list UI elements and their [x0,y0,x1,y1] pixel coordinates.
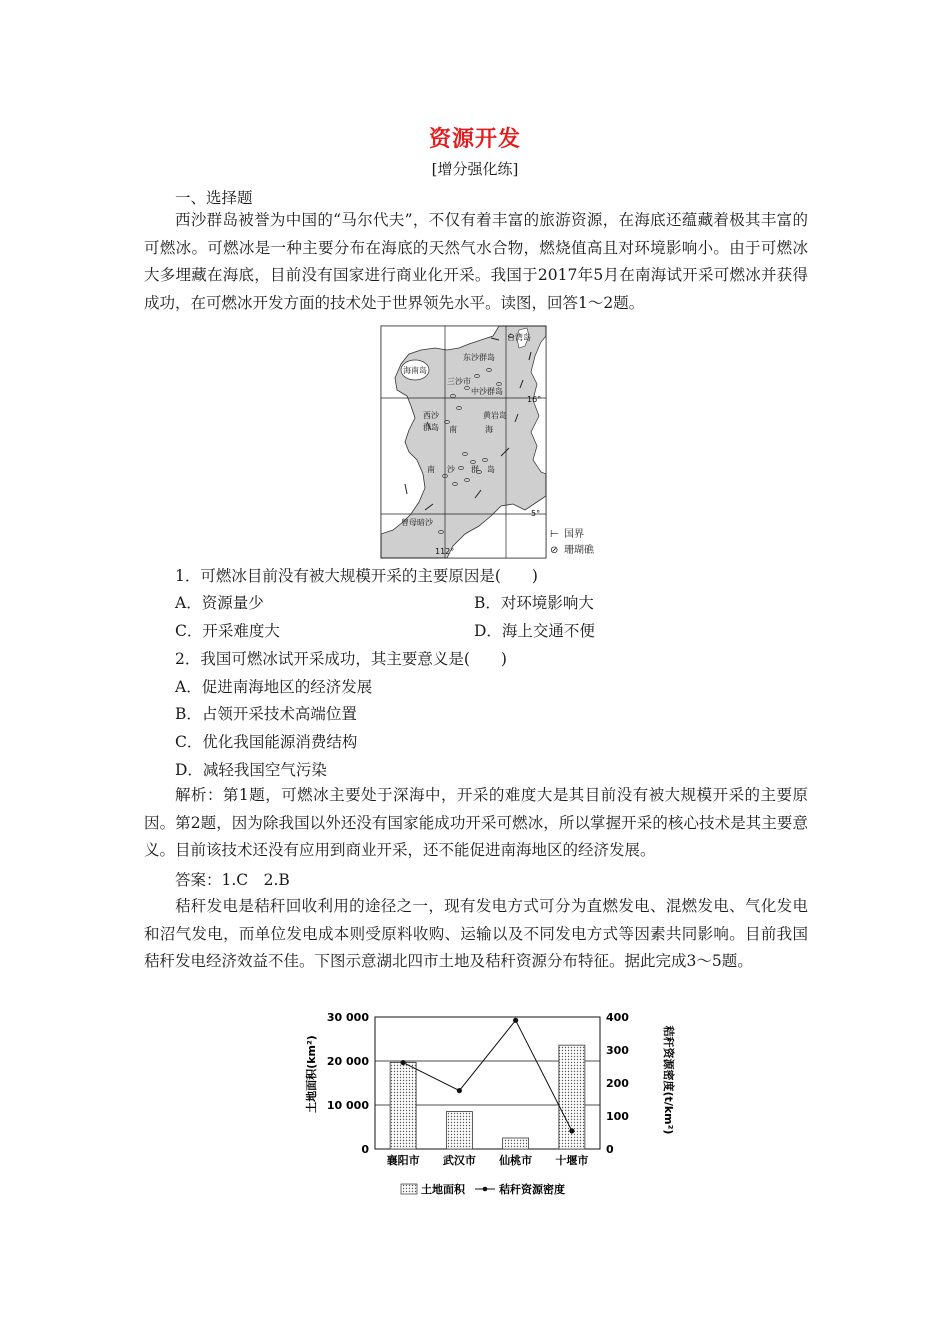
y2-tick-label: 300 [606,1044,629,1057]
line-point-2 [457,1088,462,1093]
map-label-zhongsha: 中沙群岛 [471,387,503,396]
y-axis-label: 土地面积(km²) [305,1035,318,1113]
x-tick-label: 襄阳市 [386,1154,420,1167]
legend-bar-swatch [401,1184,417,1194]
section-heading: 一、选择题 [175,189,253,207]
reef-legend-icon: ⊘ [550,545,559,556]
map-label-lat16: 16° [527,395,542,404]
page-title: 资源开发 [428,127,521,152]
y-tick-label: 20 000 [326,1055,369,1068]
map-label-dao: 岛 [487,465,495,474]
x-tick-label: 武汉市 [442,1154,476,1167]
bar-2 [446,1112,472,1149]
map-label-taiwan: 台湾岛 [507,333,531,342]
map-label-sha: 沙 [447,465,455,474]
y-tick-label: 10 000 [326,1099,369,1112]
legend-border-label: 国界 [564,529,584,540]
bar-3 [503,1138,529,1149]
line-point-1 [401,1060,406,1065]
legend-bar-label: 土地面积 [421,1183,465,1196]
map-label-hainan: 海南岛 [403,366,427,375]
map-label-xisha-2: 群岛 [423,423,439,432]
question-2-option-d: D．减轻我国空气污染 [175,761,327,779]
border-legend-icon: ⊢ [550,529,559,540]
map-label-nan-1: 南 [449,425,457,434]
question-1-option-c: C．开采难度大 [175,622,280,640]
bar-1 [390,1062,416,1149]
legend-line-label: 秸秆资源密度 [499,1183,565,1196]
map-label-qun: 群 [471,465,479,474]
question-1-option-d: D．海上交通不便 [474,622,595,640]
question-1: 1．可燃冰目前没有被大规模开采的主要原因是( ) [175,567,538,585]
map-label-lon112: 112° [435,547,455,556]
question-2-option-c: C．优化我国能源消费结构 [175,733,358,751]
legend-reef-label: 珊瑚礁 [564,545,594,556]
map-label-dongsha: 东沙群岛 [463,353,495,362]
y2-axis-label: 秸秆资源密度(t/km²) [662,1025,675,1135]
y2-tick-label: 200 [606,1077,629,1090]
y2-tick-label: 400 [606,1011,629,1024]
intro-paragraph-2: 秸秆发电是秸秆回收利用的途径之一，现有发电方式可分为直燃发电、混燃发电、气化发电和沼气发电，而单位发电成本则受原料收购、运输以及不同发电方式等因素共同影响。目前我国秸秆发电经济效益不佳。下图示意湖北四市土地及秸秆资源分布特征。据此完成3～5题。 [144,897,808,971]
map-svg [381,326,546,558]
page-subtitle: [增分强化练] [431,160,519,178]
y-tick-label: 30 000 [326,1011,369,1024]
intro-paragraph-1: 西沙群岛被誉为中国的“马尔代夫”，不仅有着丰富的旅游资源，在海底还蕴藏着极其丰富的可燃冰。可燃冰是一种主要分布在海底的天然气水合物，燃烧值高且对环境影响小。由于可燃冰大多埋藏在海底，目前没有国家进行商业化开采。我国于2017年5月在南海试开采可燃冰并获得成功，在可燃冰开发方面的技术处于世界领先水平。读图，回答1～2题。 [144,211,808,312]
legend-line-marker [483,1187,488,1192]
map-legend [550,525,594,557]
map-label-zengmu: 曾母暗沙 [401,518,433,527]
straw-density-line [403,1020,572,1131]
question-2-option-a: A．促进南海地区的经济发展 [175,678,373,696]
question-2: 2．我国可燃冰试开采成功，其主要意义是( ) [175,650,507,668]
map-label-lat5: 5° [531,509,541,518]
chart-legend [401,1182,565,1196]
y2-tick-label: 100 [606,1110,629,1123]
question-2-option-b: B．占领开采技术高端位置 [175,705,357,723]
map-label-nan-2: 南 [427,465,435,474]
analysis-paragraph: 解析：第1题，可燃冰主要处于深海中，开采的难度大是其目前没有被大规模开采的主要原因。第2题，因为除我国以外还没有国家能成功开采可燃冰，所以掌握开采的核心技术是其主要意义。目前该技术还没有应用到商业开采，还不能促进南海地区的经济发展。 [144,786,808,860]
chart-svg [303,1010,673,1205]
south-china-sea-map [381,326,546,558]
y-tick-label: 0 [361,1143,369,1156]
map-label-huangyan: 黄岩岛 [483,411,507,420]
land-straw-chart [303,1010,673,1205]
map-label-hai: 海 [485,425,493,434]
line-point-3 [513,1018,518,1023]
y2-tick-label: 0 [606,1143,614,1156]
question-1-option-a: A．资源量少 [175,594,264,612]
x-tick-label: 十堰市 [555,1154,589,1167]
x-tick-label: 仙桃市 [499,1154,533,1167]
answer-line: 答案：1.C 2.B [175,871,290,889]
line-point-4 [569,1128,574,1133]
map-label-sansha: 三沙市 [447,377,471,386]
map-label-xisha-1: 西沙 [423,411,439,420]
question-1-option-b: B．对环境影响大 [474,594,594,612]
